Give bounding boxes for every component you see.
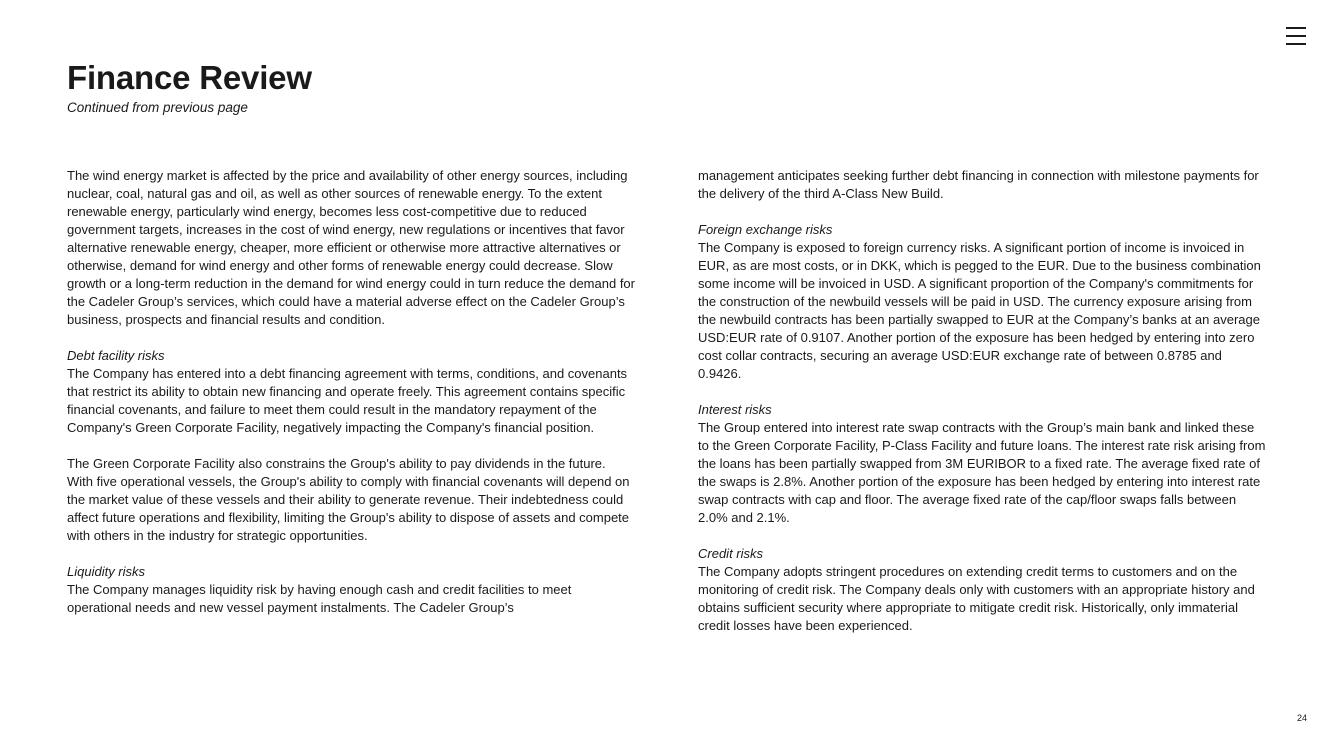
market-risk-paragraph: The wind energy market is affected by the price and availability of other energy sources, including nuclear, coal, natural gas and oil, as well as other sources of renewable energy. To the extent renewable energy, particularly wind energy, becomes less cost-competitive due to reduced government targets, increases in the cost of wind energy, new regulations or incentives that favor alternative renewable energy, cheaper, more efficient or otherwise more attractive alternatives or otherwise, demand for wind energy and other forms of renewable energy could decrease. Slow growth or a long-term reduction in the demand for wind energy could in turn reduce the demand for the Cadeler Group’s services, which could have a material adverse effect on the Cadeler Group’s business, prospects and financial results and condition. (67, 168, 635, 327)
right-text-column (698, 167, 1266, 653)
left-text-column (67, 167, 635, 635)
liquidity-section (67, 563, 635, 617)
interest-section (698, 401, 1266, 527)
menu-icon-bar-bottom (1286, 43, 1306, 45)
menu-icon-bar-middle (1286, 35, 1306, 37)
debt-facility-paragraph-2: The Green Corporate Facility also constrains the Group's ability to pay dividends in the future. With five operational vessels, the Group's ability to comply with financial covenants will depend on the market value of these vessels and their ability to generate revenue. Their indebtedness could affect future operations and flexibility, limiting the Group's ability to dispose of assets and compete with others in the industry for strategic opportunities. (67, 456, 630, 543)
credit-heading: Credit risks (698, 546, 764, 561)
foreign-exchange-paragraph: The Company is exposed to foreign currency risks. A significant portion of income is invoiced in EUR, as are most costs, or in DKK, which is pegged to the EUR. Due to the business combination some income will be invoiced in USD. A significant proportion of the Company's commitments for the construction of the newbuild vessels will be paid in USD. The currency exposure arising from the newbuild contracts has been partially swapped to EUR at the Company’s banks at an average USD:EUR rate of 0.9107. Another portion of the exposure has been hedged by entering into zero cost collar contracts, securing an average USD:EUR exchange rate of between 0.8785 and 0.9426. (698, 240, 1261, 381)
foreign-exchange-heading: Foreign exchange risks (698, 222, 833, 237)
page-title: Finance Review (67, 59, 312, 96)
liquidity-paragraph: The Company manages liquidity risk by having enough cash and credit facilities to meet operational needs and new vessel payment instalments. The Cadeler Group’s (67, 582, 572, 615)
debt-facility-heading: Debt facility risks (67, 348, 165, 363)
debt-facility-section (67, 347, 635, 437)
interest-paragraph: The Group entered into interest rate swap contracts with the Group’s main bank and linked these to the Green Corporate Facility, P-Class Facility and future loans. The interest rate risk arising from the loans has been partially swapped from 3M EURIBOR to a fixed rate. The average fixed rate of the swaps is 2.8%. Another portion of the exposure has been hedged by entering into interest rate swap contracts with cap and floor. The average fixed rate of the cap/floor swaps falls between 2.0% and 2.1%. (698, 420, 1266, 525)
credit-section (698, 545, 1266, 635)
hamburger-menu-icon[interactable] (1286, 27, 1306, 45)
liquidity-heading: Liquidity risks (67, 564, 146, 579)
debt-facility-paragraph-1: The Company has entered into a debt financing agreement with terms, conditions, and covenants that restrict its ability to obtain new financing and operate freely. This agreement contains specific financial covenants, and failure to meet them could result in the mandatory repayment of the Company's Green Corporate Facility, negatively impacting the Company's financial position. (67, 366, 628, 435)
page-number: 24 (1296, 713, 1307, 723)
page-subtitle: Continued from previous page (67, 100, 248, 115)
foreign-exchange-section (698, 221, 1266, 383)
credit-paragraph: The Company adopts stringent procedures on extending credit terms to customers and on the monitoring of credit risk. The Company deals only with customers with an appropriate history and obtains sufficient security where appropriate to mitigate credit risk. Historically, only immaterial credit losses have been experienced. (698, 564, 1255, 633)
interest-heading: Interest risks (698, 402, 772, 417)
liquidity-continuation-paragraph: management anticipates seeking further debt financing in connection with milestone payments for the delivery of the third A-Class New Build. (698, 168, 1259, 201)
menu-icon-bar-top (1286, 27, 1306, 29)
